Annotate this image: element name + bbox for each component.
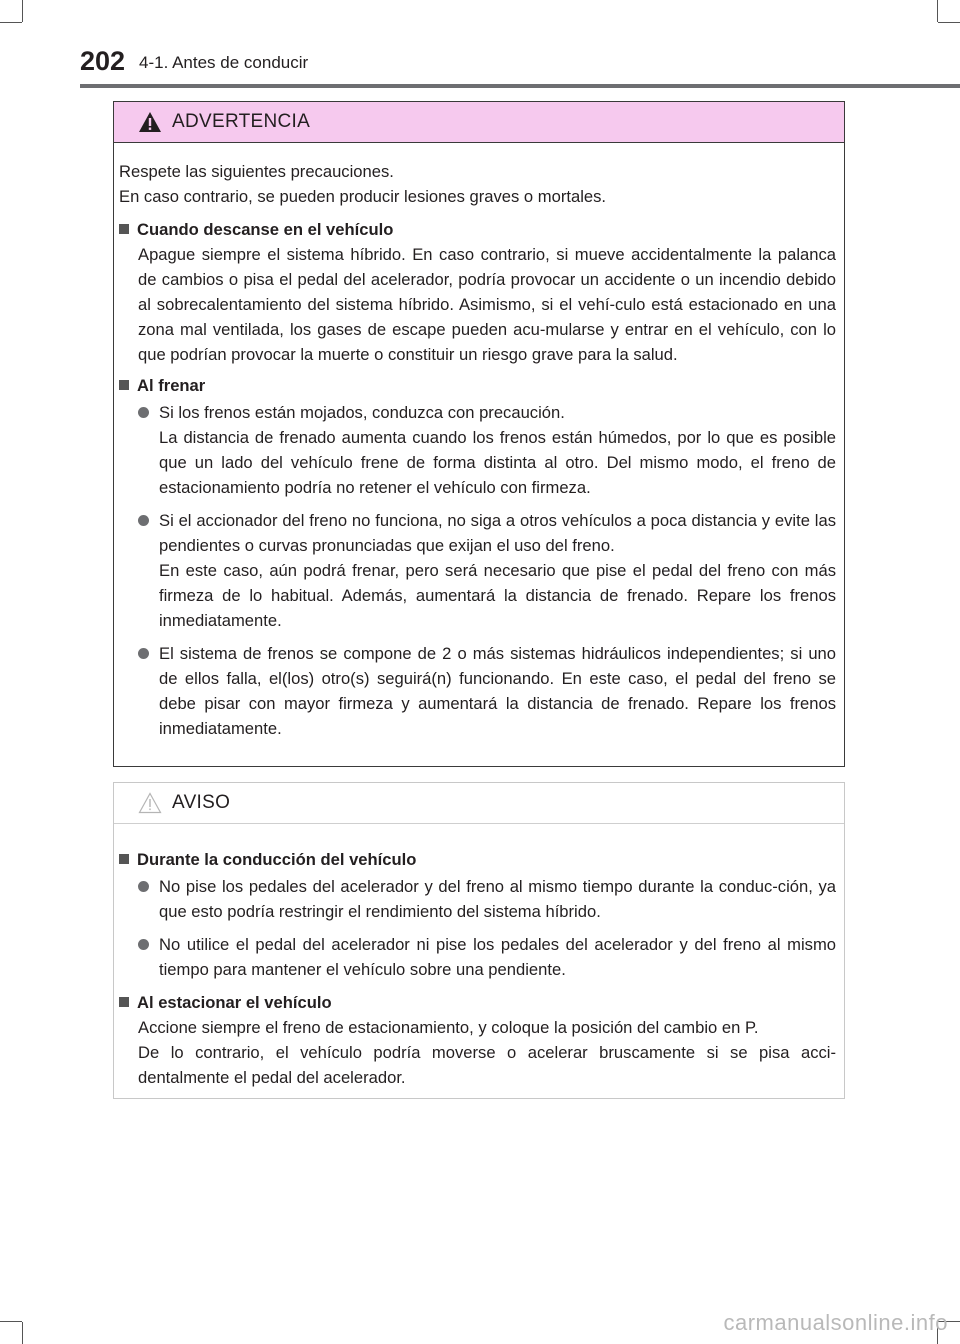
list-item xyxy=(119,508,836,633)
warning-box xyxy=(113,101,845,767)
heading-text: Al frenar xyxy=(137,376,206,395)
crop-mark xyxy=(22,1322,23,1344)
bullet-line: Si el accionador del freno no funciona, no siga a otros vehículos a poca distancia y evite las pendientes o curvas pronunciadas que exijan el uso del freno. xyxy=(159,511,836,555)
square-bullet-icon xyxy=(119,854,129,864)
list-item xyxy=(119,874,836,924)
list-item xyxy=(119,641,836,741)
bullet-line: La distancia de frenado aumenta cuando los frenos están húmedos, por lo que es posible que un lado del vehículo frene de forma distinta al otro. Del mismo modo, el freno de estacionamiento podría no retener el vehículo con firmeza. xyxy=(159,428,836,497)
warning-triangle-icon xyxy=(138,111,162,133)
crop-mark xyxy=(22,0,23,22)
warning-content xyxy=(114,143,844,741)
square-bullet-icon xyxy=(119,224,129,234)
circle-bullet-icon xyxy=(138,407,149,418)
body-line: Accione siempre el freno de estacionamiento, y coloque la posición del cambio en P. xyxy=(138,1018,759,1037)
bullet-line: No pise los pedales del acelerador y del freno al mismo tiempo durante la conduc-ción, ya que esto podría restringir el rendimiento del sistema híbrido. xyxy=(159,877,836,921)
warning-header xyxy=(114,102,844,143)
section-body: Apague siempre el sistema híbrido. En caso contrario, si mueve accidentalmente la palanca de cambios o pisa el pedal del acelerador, podría provocar un accidente o un incendio debido al sobrecalentamiento del sistema híbrido. Asimismo, si el vehí-culo está estacionado en una zona mal ventilada, los gases de escape pueden acu-mularse y entrar en el vehículo, con lo que podrían provocar la muerte o constituir un riesgo grave para la salud. xyxy=(138,245,836,364)
header-rule xyxy=(80,84,960,88)
section-title: 4-1. Antes de conducir xyxy=(139,53,309,72)
bullet-line: En este caso, aún podrá frenar, pero será necesario que pise el pedal del freno con más firmeza de lo habitual. Además, aumentará la distancia de frenado. Repare los frenos inmediatamente. xyxy=(159,561,836,630)
heading-text: Durante la conducción del vehículo xyxy=(137,850,417,869)
notice-box xyxy=(113,782,845,1099)
section-heading xyxy=(119,847,836,872)
circle-bullet-icon xyxy=(138,881,149,892)
square-bullet-icon xyxy=(119,380,129,390)
heading-text: Al estacionar el vehículo xyxy=(137,993,332,1012)
crop-mark xyxy=(0,1321,22,1322)
crop-mark xyxy=(937,0,938,22)
list-item xyxy=(119,400,836,500)
watermark: carmanualsonline.info xyxy=(723,1310,948,1335)
circle-bullet-icon xyxy=(138,648,149,659)
section-heading xyxy=(119,990,836,1015)
warning-title: ADVERTENCIA xyxy=(172,111,311,132)
heading-text: Cuando descanse en el vehículo xyxy=(137,220,394,239)
warning-intro xyxy=(119,159,836,209)
circle-bullet-icon xyxy=(138,939,149,950)
bullet-line: El sistema de frenos se compone de 2 o más sistemas hidráulicos independientes; si uno de ellos falla, el(los) otro(s) seguirá(n) funcionando. En este caso, el pedal del freno se debe pisar con mayor firmeza y aumentará la distancia de frenado. Repare los frenos inmediatamente. xyxy=(159,644,836,738)
notice-title: AVISO xyxy=(172,792,231,813)
body-line: De lo contrario, el vehículo podría moverse o acelerar bruscamente si se pisa acci-dentalmente el pedal del acelerador. xyxy=(138,1043,836,1087)
intro-line: Respete las siguientes precauciones. xyxy=(119,162,394,181)
bullet-line: Si los frenos están mojados, conduzca con precaución. xyxy=(159,403,565,422)
circle-bullet-icon xyxy=(138,515,149,526)
notice-content xyxy=(114,824,844,1090)
crop-mark xyxy=(0,22,22,23)
section-heading xyxy=(119,373,836,398)
notice-header xyxy=(114,783,844,824)
bullet-line: No utilice el pedal del acelerador ni pise los pedales del acelerador y del freno al mismo tiempo para mantener el vehículo sobre una pendiente. xyxy=(159,935,836,979)
list-item xyxy=(119,932,836,982)
square-bullet-icon xyxy=(119,997,129,1007)
crop-mark xyxy=(938,22,960,23)
section-body xyxy=(119,1015,836,1090)
page-number: 202 xyxy=(80,46,126,76)
caution-triangle-outline-icon xyxy=(138,792,162,814)
intro-line: En caso contrario, se pueden producir lesiones graves o mortales. xyxy=(119,187,607,206)
section-heading xyxy=(119,217,836,242)
